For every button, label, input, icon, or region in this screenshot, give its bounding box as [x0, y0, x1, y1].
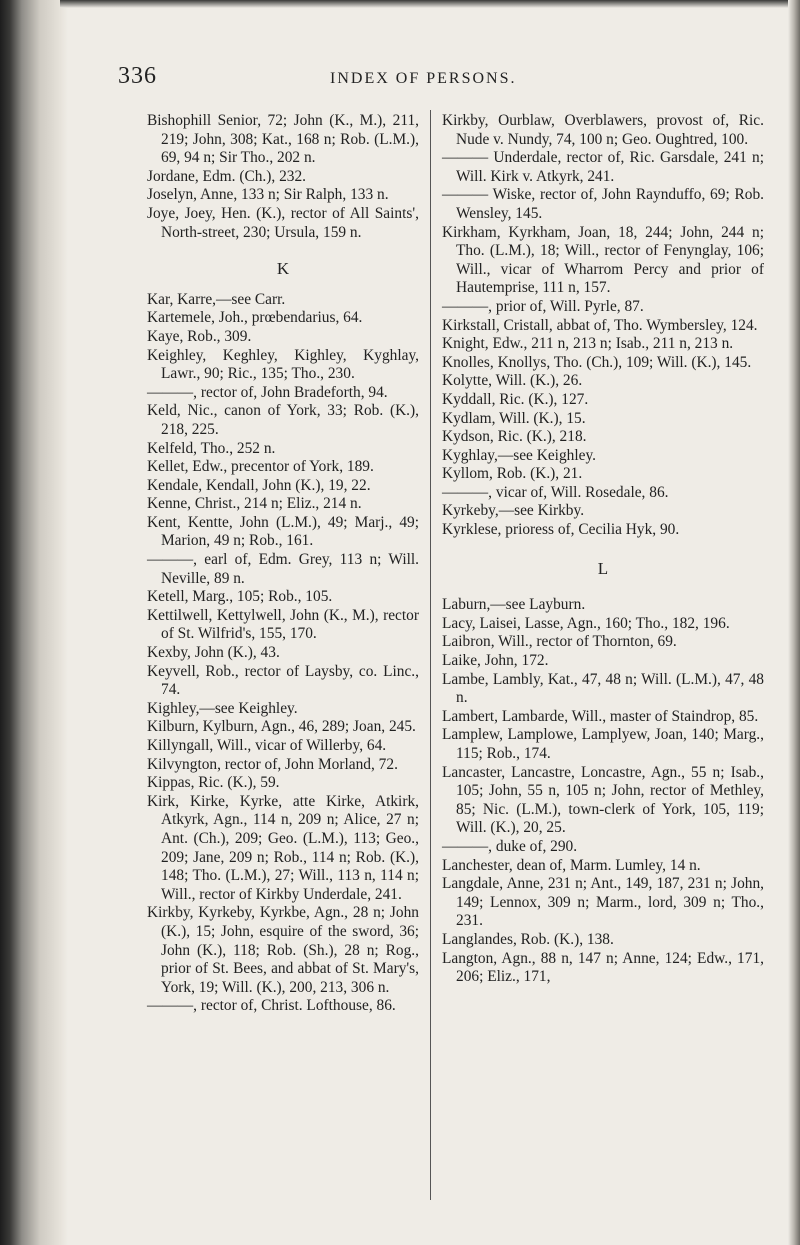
index-entry: ———, rector of, John Bradeforth, 94. — [147, 383, 388, 401]
index-entry: Kar, Karre,—see Carr. — [147, 290, 286, 308]
index-entry: Joselyn, Anne, 133 n; Sir Ralph, 133 n. — [147, 186, 389, 204]
index-entry: Kyddall, Ric. (K.), 127. — [442, 390, 589, 408]
index-entry: Kent, Kentte, John (L.M.), 49; Marj., 49; Marion, 49 n; Rob., 161. — [147, 513, 419, 550]
running-head: INDEX OF PERSONS. — [330, 70, 517, 87]
index-entry: Kilvyngton, rector of, John Morland, 72. — [147, 755, 398, 773]
index-entry: Langlandes, Rob. (K.), 138. — [442, 930, 614, 948]
index-entry: ———, rector of, Christ. Lofthouse, 86. — [147, 997, 396, 1015]
index-entry: Kirk, Kirke, Kyrke, atte Kirke, Atkirk, Atkyrk, Agn., 114 n, 209 n; Alice, 27 n; Ant. (Ch.), 209; Geo. (L.M.), 113; Geo., 209; Jane, 209 n; Rob., 114 n; Rob. (K.), 148; Tho. (L.M.), 27; Will., 113 n, 114 n; Will., rector of Kirkby Underdale, 241. — [147, 792, 419, 903]
page-right-edge — [788, 0, 800, 1245]
index-entry: Keighley, Keghley, Kighley, Kyghlay, Lawr., 90; Ric., 135; Tho., 230. — [147, 346, 419, 383]
left-entries-k — [147, 291, 419, 1016]
index-entry: Kendale, Kendall, John (K.), 19, 22. — [147, 476, 371, 494]
index-entry: Kyghlay,—see Keighley. — [442, 446, 597, 464]
index-entry: Langdale, Anne, 231 n; Ant., 149, 187, 231 n; John, 149; Lennox, 309 n; Marm., lord, 309 n; Tho., 231. — [442, 875, 764, 930]
index-entry: Kirkham, Kyrkham, Joan, 18, 244; John, 244 n; Tho. (L.M.), 18; Will., rector of Fenynglay, 106; Will., vicar of Wharrom Percy and prior of Hautemprise, 111 n, 157. — [442, 223, 764, 297]
index-entry: Laibron, Will., rector of Thornton, 69. — [442, 633, 677, 651]
index-entry: Kartemele, Joh., prœbendarius, 64. — [147, 309, 363, 327]
index-entry: ——— Wiske, rector of, John Raynduffo, 69; Rob. Wensley, 145. — [442, 186, 764, 222]
index-entry: Lancaster, Lancastre, Loncastre, Agn., 55 n; Isab., 105; John, 55 n, 105 n; John, rector of Methley, 85; Nic. (L.M.), town-clerk of York, 105, 119; Will. (K.), 20, 25. — [442, 763, 764, 837]
index-entry: Ketell, Marg., 105; Rob., 105. — [147, 588, 333, 606]
index-entry: Keld, Nic., canon of York, 33; Rob. (K.), 218, 225. — [147, 402, 419, 438]
book-binding-shadow — [0, 0, 68, 1245]
index-entry: Kippas, Ric. (K.), 59. — [147, 774, 280, 792]
index-entry: Kirkby, Ourblaw, Overblawers, provost of, Ric. Nude v. Nundy, 74, 100 n; Geo. Oughtred, 100. — [442, 112, 764, 148]
index-entry: Knolles, Knollys, Tho. (Ch.), 109; Will. (K.), 145. — [442, 353, 752, 371]
left-column — [147, 112, 419, 1016]
index-entry: Kyllom, Rob. (K.), 21. — [442, 465, 583, 483]
index-entry: Lamplew, Lamplowe, Lamplyew, Joan, 140; Marg., 115; Rob., 174. — [442, 726, 764, 762]
index-entry: Keyvell, Rob., rector of Laysby, co. Linc., 74. — [147, 662, 419, 699]
index-entry: Kyrklese, prioress of, Cecilia Hyk, 90. — [442, 521, 680, 539]
column-divider — [430, 110, 431, 1200]
index-entry: Kirkstall, Cristall, abbat of, Tho. Wymbersley, 124. — [442, 316, 758, 334]
index-entry: Kirkby, Kyrkeby, Kyrkbe, Agn., 28 n; John (K.), 15; John, esquire of the sword, 36; John (K.), 118; Rob. (Sh.), 28 n; Rog., prior of St. Bees, and abbat of St. Mary's, York, 19; Will. (K.), 200, 213, 306 n. — [147, 904, 419, 996]
index-entry: Jordane, Edm. (Ch.), 232. — [147, 167, 307, 185]
index-entry: Kettilwell, Kettylwell, John (K., M.), rector of St. Wilfrid's, 155, 170. — [147, 606, 419, 643]
index-entry: Kyrkeby,—see Kirkby. — [442, 502, 585, 520]
index-entry: Lanchester, dean of, Marm. Lumley, 14 n. — [442, 856, 701, 874]
index-entry: Lambert, Lambarde, Will., master of Staindrop, 85. — [442, 707, 759, 725]
index-entry: ———, duke of, 290. — [442, 837, 578, 855]
index-entry: Lambe, Lambly, Kat., 47, 48 n; Will. (L.M.), 47, 48 n. — [442, 670, 764, 707]
index-entry: Kexby, John (K.), 43. — [147, 644, 280, 662]
section-heading-l: L — [597, 558, 609, 578]
index-entry: Kolytte, Will. (K.), 26. — [442, 372, 583, 390]
index-entry: Joye, Joey, Hen. (K.), rector of All Saints', North-street, 230; Ursula, 159 n. — [147, 204, 419, 241]
index-entry: Laike, John, 172. — [442, 652, 549, 670]
index-entry: Knight, Edw., 211 n, 213 n; Isab., 211 n, 213 n. — [442, 335, 734, 353]
index-entry: Kelfeld, Tho., 252 n. — [147, 439, 276, 457]
index-entry: Laburn,—see Layburn. — [442, 596, 586, 614]
index-entry: ———, vicar of, Will. Rosedale, 86. — [442, 483, 669, 501]
index-entry: Kenne, Christ., 214 n; Eliz., 214 n. — [147, 495, 362, 513]
index-entry: Kydson, Ric. (K.), 218. — [442, 428, 587, 446]
index-entry: ———, prior of, Will. Pyrle, 87. — [442, 297, 644, 315]
index-entry: Kilburn, Kylburn, Agn., 46, 289; Joan, 245. — [147, 718, 416, 736]
index-entry: ——— Underdale, rector of, Ric. Garsdale, 241 n; Will. Kirk v. Atkyrk, 241. — [442, 149, 764, 185]
index-entry: Kellet, Edw., precentor of York, 189. — [147, 458, 374, 476]
index-entry: Killyngall, Will., vicar of Willerby, 64. — [147, 737, 387, 754]
right-entries-l — [442, 596, 764, 986]
index-entry: Kaye, Rob., 309. — [147, 327, 252, 345]
index-entry: Bishophill Senior, 72; John (K., M.), 211, 219; John, 308; Kat., 168 n; Rob. (L.M.), 69, 94 n; Sir Tho., 202 n. — [147, 112, 419, 167]
index-entry: Lacy, Laisei, Lasse, Agn., 160; Tho., 182, 196. — [442, 614, 730, 632]
index-entry: ———, earl of, Edm. Grey, 113 n; Will. Neville, 89 n. — [147, 551, 419, 587]
right-column — [442, 112, 764, 987]
section-heading-k: K — [276, 259, 290, 279]
index-entry: Kydlam, Will. (K.), 15. — [442, 409, 586, 427]
left-entries-top — [147, 112, 419, 242]
index-entry: Kighley,—see Keighley. — [147, 699, 298, 717]
index-entry: Langton, Agn., 88 n, 147 n; Anne, 124; Edw., 171, 206; Eliz., 171, — [442, 949, 764, 986]
right-entries-top — [442, 112, 764, 540]
page-number: 336 — [118, 63, 157, 89]
page-top-edge — [60, 0, 800, 8]
